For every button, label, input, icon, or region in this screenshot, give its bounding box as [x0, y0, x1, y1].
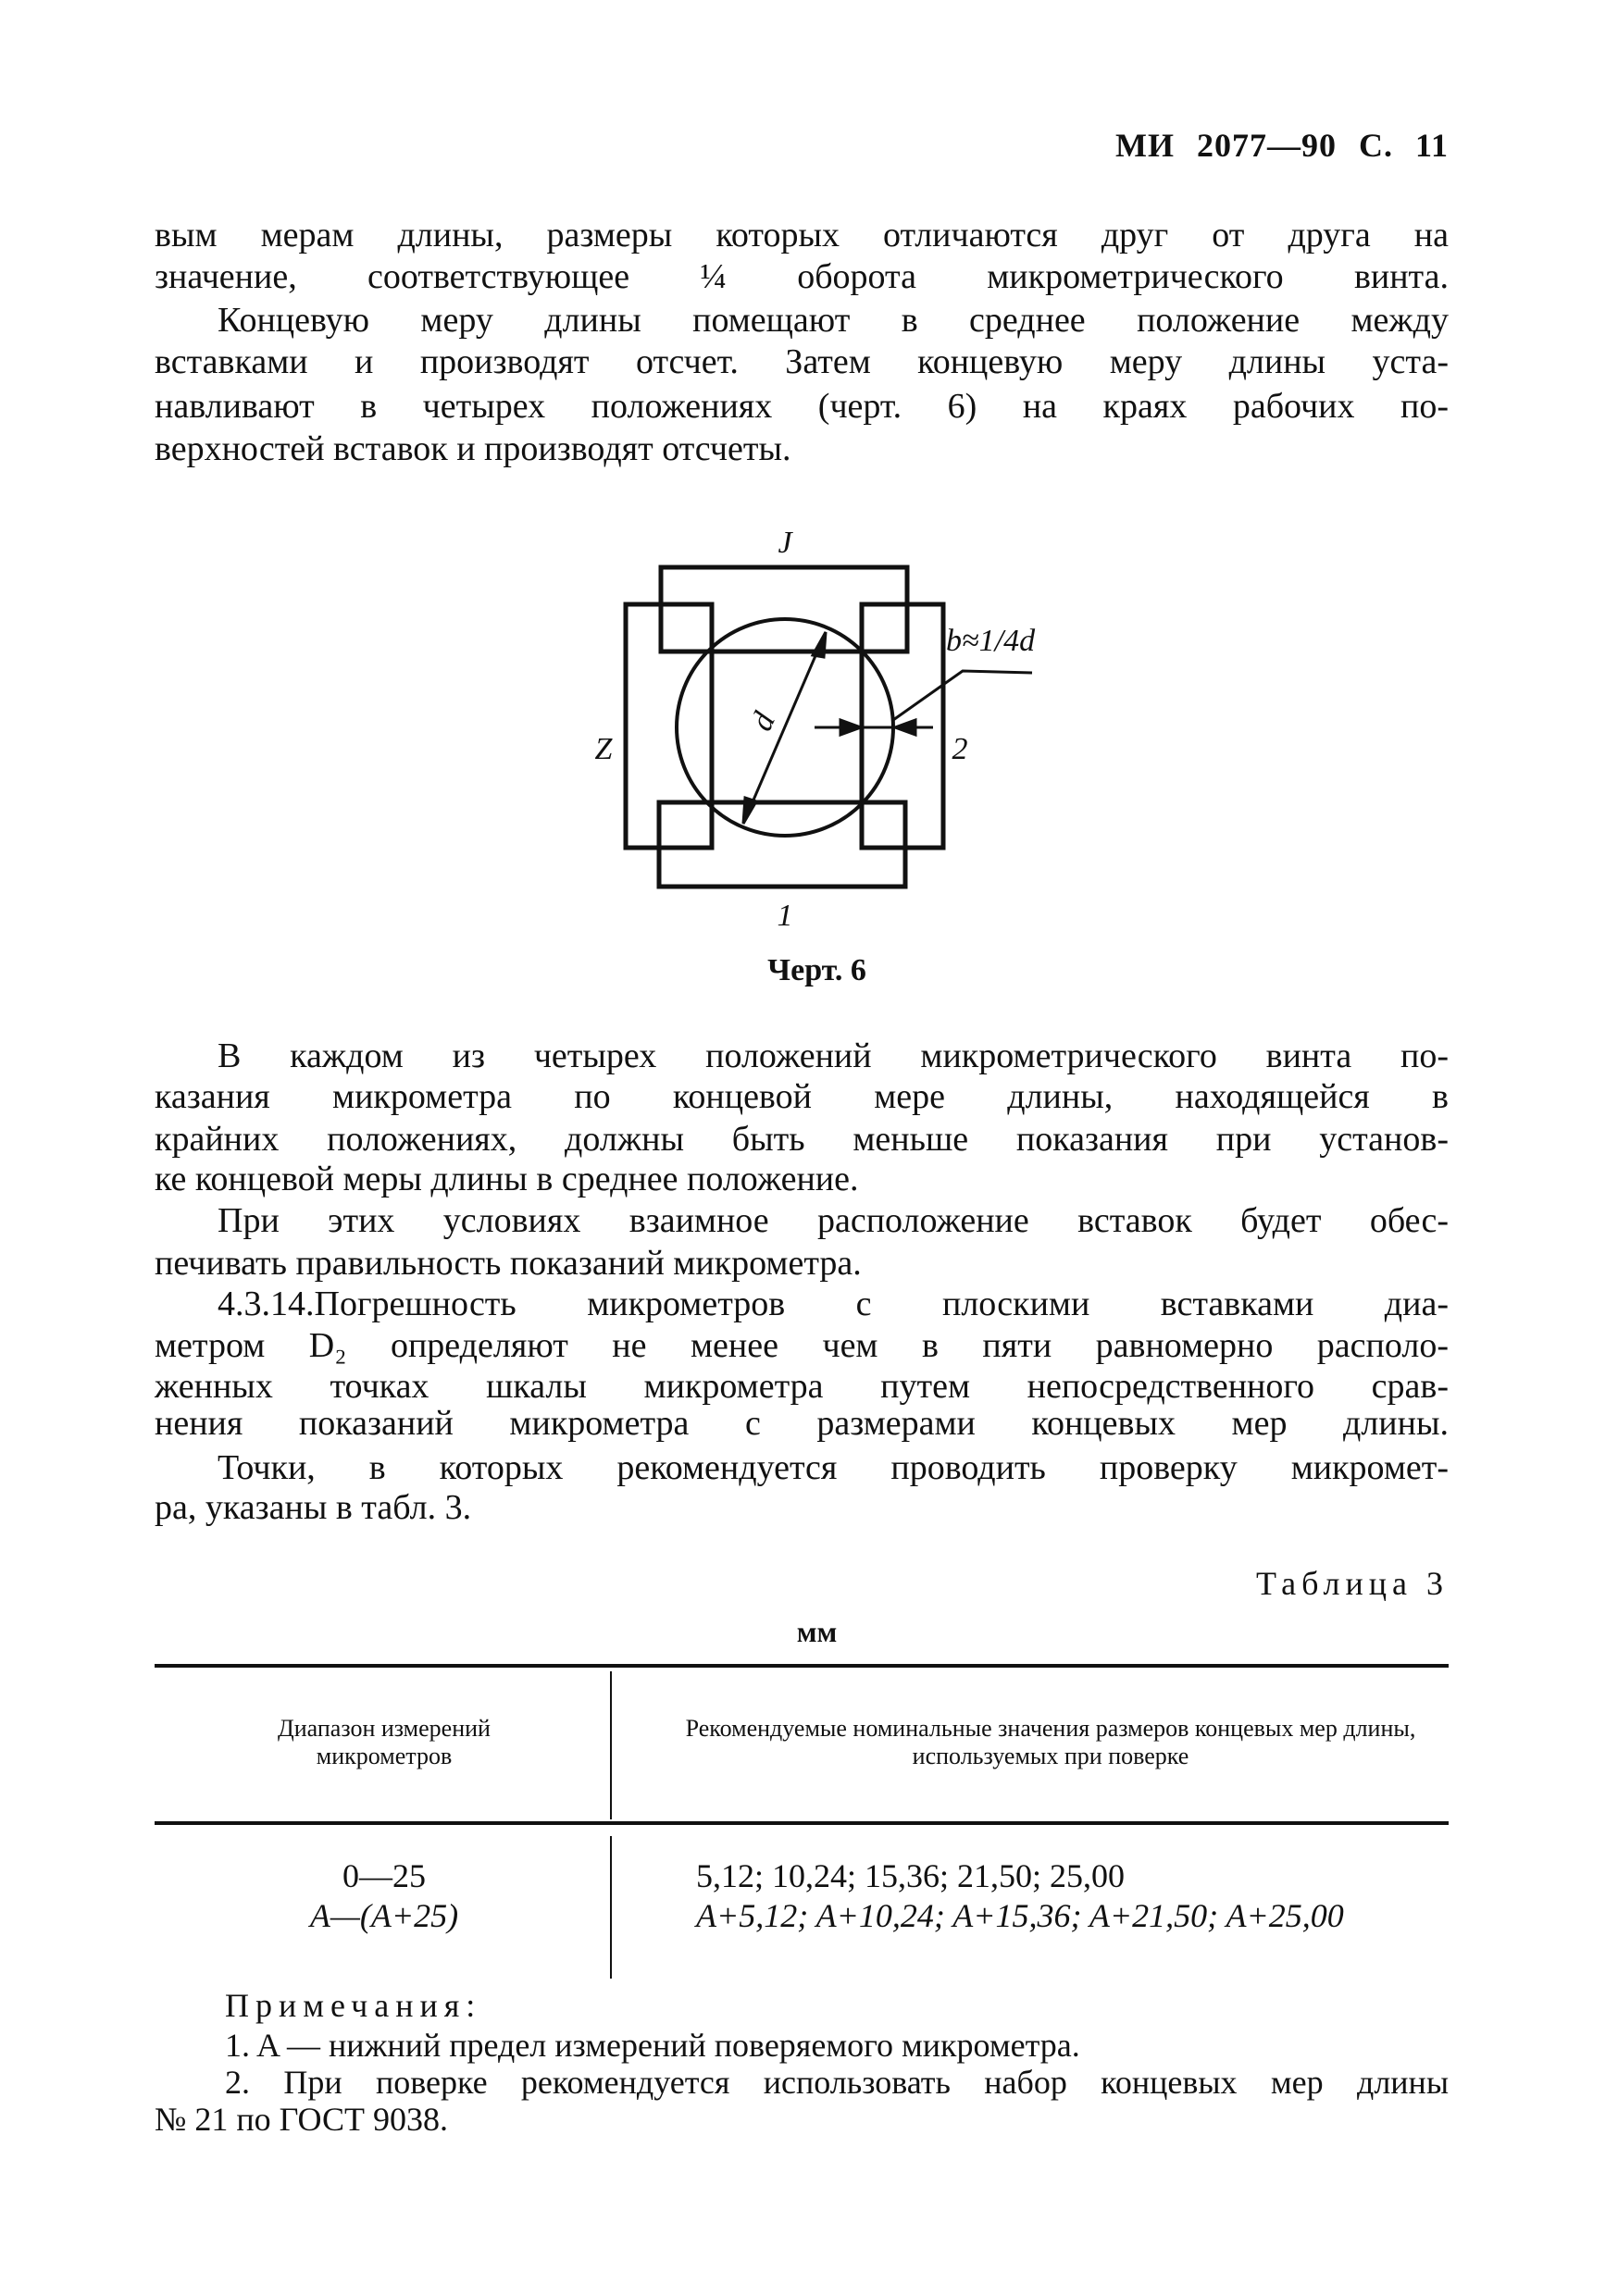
table-cell-range: 0—25 [342, 1857, 426, 1894]
text-line: ке концевой меры длины в среднее положение. [155, 1160, 859, 1198]
label-position-4: Z [594, 732, 613, 766]
arrowhead [895, 720, 915, 735]
insert-top [661, 567, 907, 652]
doc-code: МИ 2077—90 [1115, 127, 1337, 164]
text-line: печивать правильность показаний микрометра. [155, 1244, 862, 1283]
text-line: 4.3.14.Погрешность микрометров с плоскими вставками диа- [218, 1285, 1449, 1323]
text-line: В каждом из четырех положений микрометрического винта по- [218, 1036, 1449, 1075]
insert-left [626, 604, 712, 848]
note-item: 2. При поверке рекомендуется использовать набор концевых мер длины [225, 2064, 1449, 2101]
label-position-2: 2 [952, 732, 968, 766]
text-line: При этих условиях взаимное расположение вставок будет обес- [218, 1201, 1449, 1240]
table-unit: мм [796, 1615, 838, 1648]
figure-6-diagram [0, 0, 1618, 1018]
arrowhead [743, 798, 756, 824]
text-line: навливают в четырех положениях (черт. 6) на краях рабочих по- [155, 387, 1449, 426]
table-header-rule [155, 1821, 1449, 1825]
table-cell-range: A—(A+25) [309, 1897, 459, 1934]
text-line: ра, указаны в табл. 3. [155, 1488, 472, 1527]
note-item: № 21 по ГОСТ 9038. [155, 2101, 448, 2138]
label-b-width: b≈1/4d [946, 624, 1036, 658]
table-header-values: Рекомендуемые номинальные значения размеров концевых мер длины, используемых при поверке [685, 1715, 1416, 1769]
column-divider [610, 1836, 612, 1979]
text-line: вставками и производят отсчет. Затем концевую меру длины уста- [155, 342, 1449, 381]
text-line: казания микрометра по концевой мере длины, находящейся в [155, 1077, 1449, 1116]
arrowhead [840, 720, 861, 735]
text-line: нения показаний микрометра с размерами концевых мер длины. [155, 1404, 1449, 1443]
figure-caption: Черт. 6 [767, 953, 866, 987]
leader-line [893, 671, 1032, 720]
diameter-line [743, 632, 826, 824]
label-position-1: 1 [777, 899, 793, 933]
label-position-3: J [778, 526, 792, 560]
notes-title: Примечания: [225, 1987, 482, 2024]
table-cell-values: 5,12; 10,24; 15,36; 21,50; 25,00 [696, 1857, 1126, 1894]
column-divider [610, 1671, 612, 1819]
text-line: верхностей вставок и производят отсчеты. [155, 429, 791, 468]
text-line: Концевую меру длины помещают в среднее положение между [218, 301, 1449, 340]
label-diameter: d [744, 707, 782, 737]
text-line: значение, соответствующее ¼ оборота микрометрического винта. [155, 257, 1449, 296]
page-number: С. 11 [1358, 127, 1449, 164]
insert-bottom [659, 802, 905, 887]
arrowhead [813, 632, 826, 657]
table-title: Таблица 3 [1256, 1565, 1449, 1602]
text-line: метром D₂ определяют не менее чем в пяти равномерно располо- [155, 1326, 1449, 1365]
text-line: женных точках шкалы микрометра путем непосредственного срав- [155, 1367, 1449, 1406]
text-line: Точки, в которых рекомендуется проводить проверку микромет- [218, 1448, 1449, 1487]
table-header-range: Диапазон измерений микрометров [278, 1715, 491, 1769]
text-line: крайних положениях, должны быть меньше показания при установ- [155, 1120, 1449, 1159]
text-line: вым мерам длины, размеры которых отличаются друг от друга на [155, 216, 1449, 254]
table-top-rule [155, 1664, 1449, 1668]
note-item: 1. A — нижний предел измерений поверяемого микрометра. [225, 2027, 1080, 2064]
table-cell-values: A+5,12; A+10,24; A+15,36; A+21,50; A+25,00 [696, 1897, 1344, 1934]
